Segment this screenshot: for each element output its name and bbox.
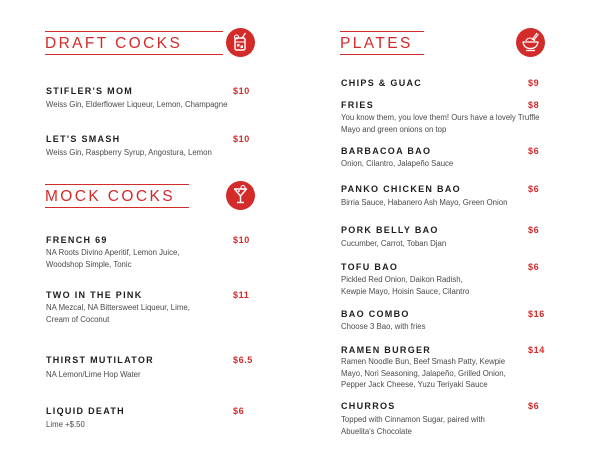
menu-item-name: STIFLER'S MOM bbox=[46, 86, 134, 96]
menu-item-price: $14 bbox=[528, 345, 545, 355]
menu-item-name: PORK BELLY BAO bbox=[341, 225, 439, 235]
section-title-mock-cocks-text: MOCK COCKS bbox=[45, 187, 175, 205]
menu-item-price: $6 bbox=[528, 262, 540, 272]
cocktail-glass-icon bbox=[226, 28, 255, 57]
menu-item-name: RAMEN BURGER bbox=[341, 345, 432, 355]
martini-glass-icon bbox=[226, 181, 255, 210]
menu-item-name: FRIES bbox=[341, 100, 375, 110]
menu-item-name: BAO COMBO bbox=[341, 309, 410, 319]
menu-item-description: Topped with Cinnamon Sugar, paired with Abuelita's Chocolate bbox=[341, 415, 485, 436]
menu-item-name: CHURROS bbox=[341, 401, 396, 411]
menu-item-description: Weiss Gin, Elderflower Liqueur, Lemon, Champagne bbox=[46, 100, 228, 109]
menu-item-name: TWO IN THE PINK bbox=[46, 290, 143, 300]
menu-item-description: Cucumber, Carrot, Toban Djan bbox=[341, 239, 447, 248]
menu-item-description: NA Roots Divino Aperitif, Lemon Juice, Woodshop Simple, Tonic bbox=[46, 248, 180, 269]
menu-item-description: NA Lemon/Lime Hop Water bbox=[46, 370, 141, 379]
menu-item-price: $6 bbox=[528, 184, 540, 194]
menu-item-description: You know them, you love them! Ours have a lovely Truffle Mayo and green onions on top bbox=[341, 113, 540, 134]
section-title-draft-cocks bbox=[45, 31, 223, 55]
menu-item-description: Birria Sauce, Habanero Ash Mayo, Green Onion bbox=[341, 198, 508, 207]
menu-item-price: $10 bbox=[233, 86, 250, 96]
menu-item-description: Weiss Gin, Raspberry Syrup, Angostura, Lemon bbox=[46, 148, 212, 157]
menu-item-price: $6 bbox=[233, 406, 245, 416]
menu-item-price: $16 bbox=[528, 309, 545, 319]
menu-item-name: PANKO CHICKEN BAO bbox=[341, 184, 461, 194]
section-title-plates-text: PLATES bbox=[340, 34, 413, 52]
menu-item-description: Pickled Red Onion, Daikon Radish, Kewpie Mayo, Hoisin Sauce, Cilantro bbox=[341, 275, 470, 296]
menu-item-description: Ramen Noodle Bun, Beef Smash Patty, Kewpie Mayo, Nori Seasoning, Jalapeño, Grilled Onion, Pepper Jack Cheese, Yuzu Teriyaki Sauce bbox=[341, 357, 506, 389]
section-title-mock-cocks bbox=[45, 184, 189, 208]
menu-item-description: Onion, Cilantro, Jalapeño Sauce bbox=[341, 159, 454, 168]
menu-item-price: $6 bbox=[528, 401, 540, 411]
menu-item-name: THIRST MUTILATOR bbox=[46, 355, 154, 365]
menu-item-name: BARBACOA BAO bbox=[341, 146, 432, 156]
menu-item-name: TOFU BAO bbox=[341, 262, 399, 272]
menu-item-description: Lime +$.50 bbox=[46, 420, 85, 429]
section-title-plates bbox=[340, 31, 424, 55]
menu-item-price: $6.5 bbox=[233, 355, 253, 365]
menu-item-price: $9 bbox=[528, 78, 540, 88]
menu-item-price: $10 bbox=[233, 235, 250, 245]
menu-item-price: $11 bbox=[233, 290, 250, 300]
menu-item-name: CHIPS & GUAC bbox=[341, 78, 423, 88]
menu-item-name: LET'S SMASH bbox=[46, 134, 121, 144]
menu-item-price: $10 bbox=[233, 134, 250, 144]
menu-item-name: LIQUID DEATH bbox=[46, 406, 125, 416]
menu-item-name: FRENCH 69 bbox=[46, 235, 108, 245]
food-bowl-icon bbox=[516, 28, 545, 57]
menu-item-price: $6 bbox=[528, 225, 540, 235]
section-title-draft-cocks-text: DRAFT COCKS bbox=[45, 34, 183, 52]
menu-item-price: $6 bbox=[528, 146, 540, 156]
menu-item-description: Choose 3 Bao, with fries bbox=[341, 322, 426, 331]
menu-item-price: $8 bbox=[528, 100, 540, 110]
menu-item-description: NA Mezcal, NA Bittersweet Liqueur, Lime, Cream of Coconut bbox=[46, 303, 190, 324]
